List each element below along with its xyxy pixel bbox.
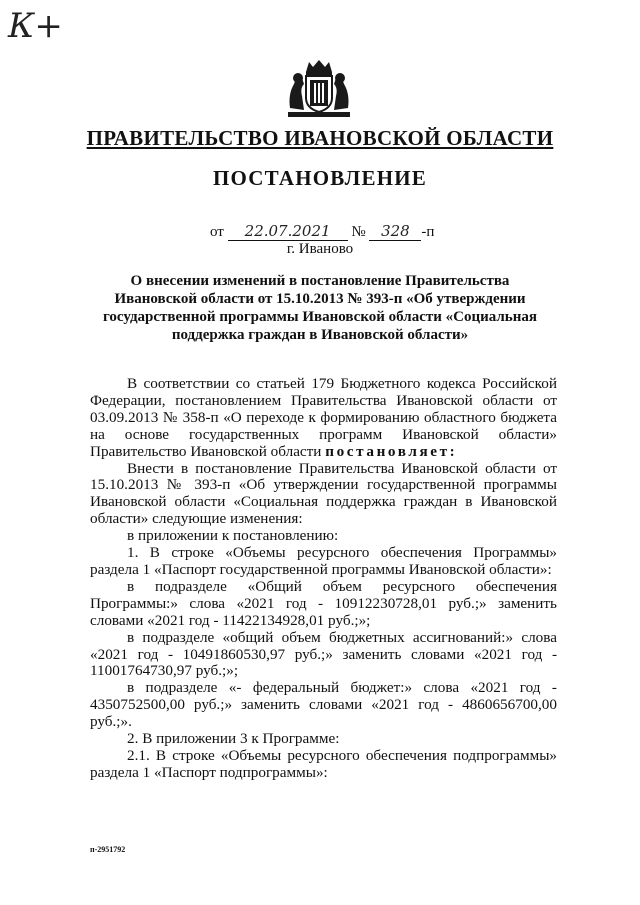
subject-line: государственной программы Ивановской области «Социальная [102,309,537,325]
city-line: г. Иваново [286,241,354,257]
date-number-line [210,222,434,241]
amend-paragraph: Внести в постановление Правительства Ивановской области от 15.10.2013 № 393-п «Об утверждении государственной программы Ивановской области «Социальная поддержка граждан в Ивановской области» следующие изменения: [90,459,557,528]
handwritten-date: 22.07.2021 [228,222,348,241]
footer-code: п-2951792 [90,845,126,854]
handwritten-mark: К+ [8,6,63,46]
subsection-1-paragraph: в подразделе «Общий объем ресурсного обеспечения Программы:» слова «2021 год - 10912230728,01 руб.;» заменить словами «2021 год - 11422134928,01 руб.;»; [90,577,557,629]
item-1-paragraph: 1. В строке «Объемы ресурсного обеспечения Программы» раздела 1 «Паспорт государственной программы Ивановской области»: [90,544,557,578]
subject-line: Ивановской области от 15.10.2013 № 393-п «Об утверждении [114,291,526,307]
coat-of-arms-emblem [284,58,354,120]
subject-line: поддержка граждан в Ивановской области» [171,327,469,343]
subsection-2-paragraph: в подразделе «общий объем бюджетных ассигнований:» слова «2021 год - 10491860530,97 руб.;» заменить словами «2021 год - 11001764730,97 руб.;»; [90,628,557,680]
number-suffix: -п [421,224,435,240]
item-2-1-paragraph: 2.1. В строке «Объемы ресурсного обеспечения подпрограммы» раздела 1 «Паспорт подпрограммы»: [90,746,557,781]
subsection-3-paragraph: в подразделе «- федеральный бюджет:» слова «2021 год - 4350752500,00 руб.;» заменить словами «2021 год - 4860656700,00 руб.;». [90,679,557,731]
handwritten-number: 328 [369,222,421,241]
resolves-word: постановляет: [325,442,458,460]
date-prefix: от [210,224,224,240]
annex-paragraph: в приложении к постановлению: [127,527,339,545]
subject-line: О внесении изменений в постановление Правительства [130,273,510,289]
item-2-paragraph: 2. В приложении 3 к Программе: [127,730,340,748]
number-sign: № [351,224,366,240]
document-body [90,376,557,782]
document-subject [100,272,540,344]
preamble-text: В соответствии со статьей 179 Бюджетного кодекса Российской Федерации, постановлением Правительства Ивановской области от 03.09.2013 № 358-п «О переходе к формированию областного бюджета на основе государственных программ Ивановской области» Правительство Ивановской области [90,375,557,460]
preamble-paragraph [90,376,557,461]
government-title: ПРАВИТЕЛЬСТВО ИВАНОВСКОЙ ОБЛАСТИ [86,126,554,150]
document-type-title: ПОСТАНОВЛЕНИЕ [212,166,428,190]
